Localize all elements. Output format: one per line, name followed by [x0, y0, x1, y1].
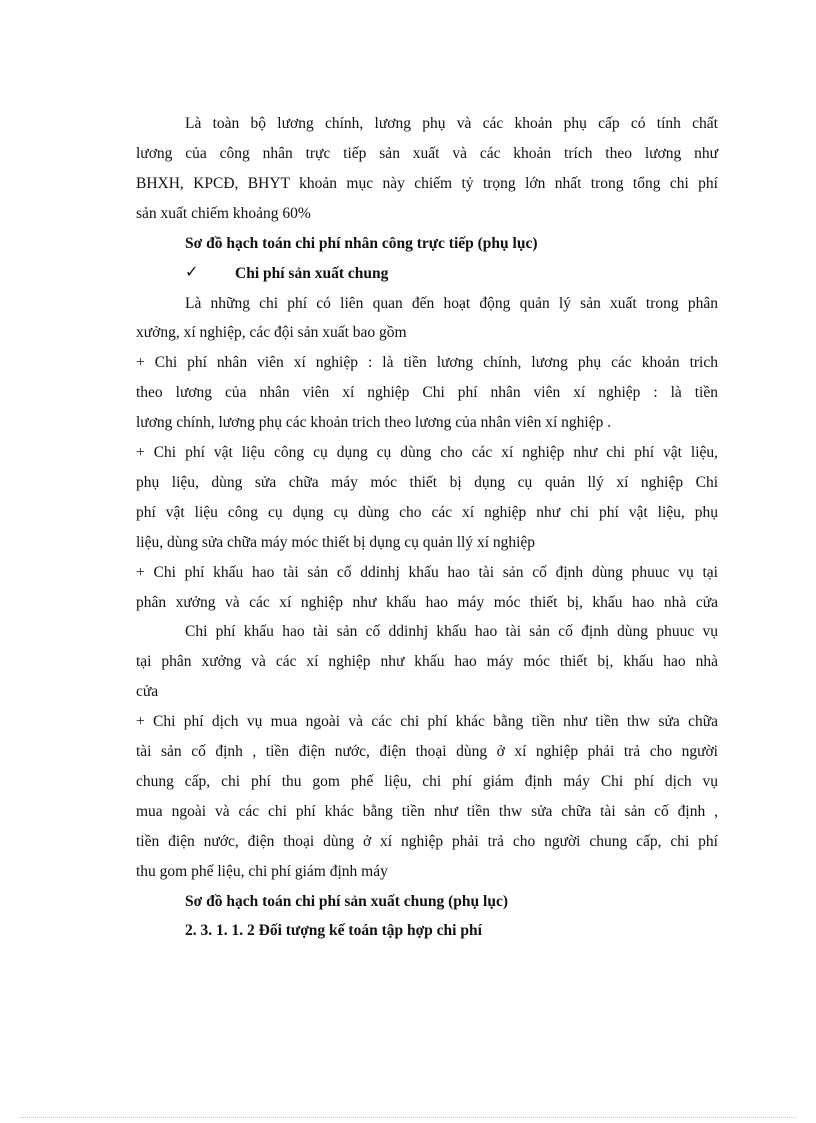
paragraph-line: BHXH, KPCĐ, BHYT khoản mục này chiếm tỷ trọng lớn nhất trong tổng chi phí: [136, 175, 718, 192]
paragraph-line: xưởng, xí nghiệp, các đội sản xuất bao gồm: [136, 324, 407, 341]
paragraph-line: theo lương của nhân viên xí nghiệp Chi phí nhân viên xí nghiệp : là tiền: [136, 384, 718, 401]
paragraph-line: lương chính, lương phụ các khoản trich theo lương của nhân viên xí nghiệp .: [136, 414, 612, 431]
paragraph-line: + Chi phí vật liệu công cụ dụng cụ dùng cho các xí nghiệp như chi phí vật liệu,: [136, 444, 718, 461]
paragraph-line: thu gom phế liệu, chi phí giám định máy: [136, 863, 388, 880]
section-heading: Sơ đồ hạch toán chi phí nhân công trực tiếp (phụ lục): [185, 235, 538, 252]
paragraph-line: + Chi phí dịch vụ mua ngoài và các chi phí khác bằng tiền như tiền thw sửa chữa: [136, 713, 718, 730]
page-bottom-divider: [20, 1117, 796, 1118]
paragraph-line: sản xuất chiếm khoảng 60%: [136, 205, 311, 222]
paragraph-line: tiền điện nước, điện thoại dùng ở xí nghiệp phải trả cho người chung cấp, chi phí: [136, 833, 718, 850]
paragraph-line: tại phân xưởng và các xí nghiệp như khấu hao máy móc thiết bị, khấu hao nhà: [136, 653, 718, 670]
paragraph-line: mua ngoài và các chi phí khác bằng tiền như tiền thw sửa chữa tài sản cố định ,: [136, 803, 718, 820]
paragraph-line: phân xưởng và các xí nghiệp như khấu hao máy móc thiết bị, khấu hao nhà cửa: [136, 594, 718, 611]
checkmark-icon: ✓: [185, 264, 199, 281]
paragraph-line: cửa: [136, 683, 159, 700]
section-heading: Chi phí sản xuất chung: [235, 265, 389, 282]
section-heading: 2. 3. 1. 1. 2 Đối tượng kế toán tập hợp chi phí: [185, 922, 482, 939]
paragraph-line: chung cấp, chi phí thu gom phế liệu, chi phí giám định máy Chi phí dịch vụ: [136, 773, 718, 790]
paragraph-line: + Chi phí khấu hao tài sản cố ddinhj khấu hao tài sản cố định dùng phuuc vụ tại: [136, 564, 718, 581]
section-heading: Sơ đồ hạch toán chi phí sản xuất chung (phụ lục): [185, 893, 508, 910]
paragraph-line: Là toàn bộ lương chính, lương phụ và các khoản phụ cấp có tính chất: [185, 115, 718, 132]
paragraph-line: liệu, dùng sửa chữa máy móc thiết bị dụng cụ quản llý xí nghiệp: [136, 534, 536, 551]
paragraph-line: Là những chi phí có liên quan đến hoạt động quản lý sản xuất trong phân: [185, 295, 718, 312]
paragraph-line: lương của công nhân trực tiếp sản xuất và các khoản trích theo lương như: [136, 145, 718, 162]
paragraph-line: Chi phí khấu hao tài sản cố ddinhj khấu hao tài sản cố định dùng phuuc vụ: [185, 623, 718, 640]
paragraph-line: phí vật liệu công cụ dụng cụ dùng cho các xí nghiệp như chi phí vật liệu, phụ: [136, 504, 718, 521]
paragraph-line: phụ liệu, dùng sửa chữa máy móc thiết bị dụng cụ quản llý xí nghiệp Chi: [136, 474, 718, 491]
paragraph-line: tài sản cố định , tiền điện nước, điện thoại dùng ở xí nghiệp phải trả cho người: [136, 743, 718, 760]
paragraph-line: + Chi phí nhân viên xí nghiệp : là tiền lương chính, lương phụ các khoản trich: [136, 354, 718, 371]
